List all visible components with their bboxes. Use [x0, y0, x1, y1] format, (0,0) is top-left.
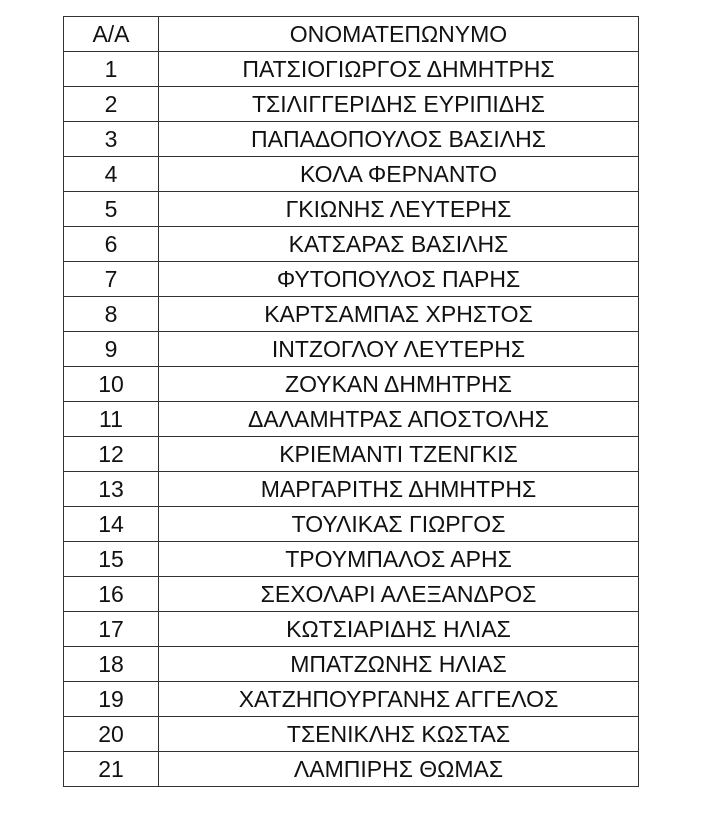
full-name-cell: ΔΑΛΑΜΗΤΡΑΣ ΑΠΟΣΤΟΛΗΣ	[159, 402, 639, 437]
table-row	[64, 717, 639, 752]
row-number-cell: 6	[64, 227, 159, 262]
table-row	[64, 332, 639, 367]
row-number-cell: 1	[64, 52, 159, 87]
row-number-cell: 13	[64, 472, 159, 507]
full-name-cell: ΧΑΤΖΗΠΟΥΡΓΑΝΗΣ ΑΓΓΕΛΟΣ	[159, 682, 639, 717]
full-name-cell: ΙΝΤΖΟΓΛΟΥ ΛΕΥΤΕΡΗΣ	[159, 332, 639, 367]
full-name-cell: ΚΑΡΤΣΑΜΠΑΣ ΧΡΗΣΤΟΣ	[159, 297, 639, 332]
full-name-cell: ΠΑΠΑΔΟΠΟΥΛΟΣ ΒΑΣΙΛΗΣ	[159, 122, 639, 157]
table-row	[64, 157, 639, 192]
table-row	[64, 402, 639, 437]
row-number-cell: 18	[64, 647, 159, 682]
row-number-cell: 19	[64, 682, 159, 717]
row-number-cell: 14	[64, 507, 159, 542]
table-row	[64, 367, 639, 402]
table-row	[64, 507, 639, 542]
table-row	[64, 192, 639, 227]
full-name-cell: ΤΣΕΝΙΚΛΗΣ ΚΩΣΤΑΣ	[159, 717, 639, 752]
table-row	[64, 122, 639, 157]
row-number-cell: 12	[64, 437, 159, 472]
row-number-cell: 9	[64, 332, 159, 367]
table-row	[64, 52, 639, 87]
table-row	[64, 472, 639, 507]
full-name-cell: ΜΠΑΤΖΩΝΗΣ ΗΛΙΑΣ	[159, 647, 639, 682]
row-number-cell: 2	[64, 87, 159, 122]
full-name-cell: ΜΑΡΓΑΡΙΤΗΣ ΔΗΜΗΤΡΗΣ	[159, 472, 639, 507]
table-row	[64, 612, 639, 647]
table-row	[64, 87, 639, 122]
column-header-name: ΟΝΟΜΑΤΕΠΩΝΥΜΟ	[159, 17, 639, 52]
table-row	[64, 437, 639, 472]
table-body	[64, 52, 639, 787]
row-number-cell: 21	[64, 752, 159, 787]
column-header-aa: Α/Α	[64, 17, 159, 52]
full-name-cell: ΛΑΜΠΙΡΗΣ ΘΩΜΑΣ	[159, 752, 639, 787]
full-name-cell: ΣΕΧΟΛΑΡΙ ΑΛΕΞΑΝΔΡΟΣ	[159, 577, 639, 612]
full-name-cell: ΖΟΥΚΑΝ ΔΗΜΗΤΡΗΣ	[159, 367, 639, 402]
row-number-cell: 3	[64, 122, 159, 157]
full-name-cell: ΤΟΥΛΙΚΑΣ ΓΙΩΡΓΟΣ	[159, 507, 639, 542]
row-number-cell: 15	[64, 542, 159, 577]
row-number-cell: 17	[64, 612, 159, 647]
row-number-cell: 11	[64, 402, 159, 437]
table-header-row	[64, 17, 639, 52]
table-row	[64, 682, 639, 717]
row-number-cell: 20	[64, 717, 159, 752]
table-row	[64, 297, 639, 332]
row-number-cell: 4	[64, 157, 159, 192]
roster-table	[63, 16, 639, 787]
table-row	[64, 752, 639, 787]
full-name-cell: ΠΑΤΣΙΟΓΙΩΡΓΟΣ ΔΗΜΗΤΡΗΣ	[159, 52, 639, 87]
table-row	[64, 542, 639, 577]
full-name-cell: ΦΥΤΟΠΟΥΛΟΣ ΠΑΡΗΣ	[159, 262, 639, 297]
full-name-cell: ΚΡΙΕΜΑΝΤΙ ΤΖΕΝΓΚΙΣ	[159, 437, 639, 472]
full-name-cell: ΚΟΛΑ ΦΕΡΝΑΝΤΟ	[159, 157, 639, 192]
row-number-cell: 16	[64, 577, 159, 612]
row-number-cell: 8	[64, 297, 159, 332]
row-number-cell: 5	[64, 192, 159, 227]
table-row	[64, 577, 639, 612]
full-name-cell: ΤΡΟΥΜΠΑΛΟΣ ΑΡΗΣ	[159, 542, 639, 577]
table-row	[64, 647, 639, 682]
full-name-cell: ΓΚΙΩΝΗΣ ΛΕΥΤΕΡΗΣ	[159, 192, 639, 227]
full-name-cell: ΤΣΙΛΙΓΓΕΡΙΔΗΣ ΕΥΡΙΠΙΔΗΣ	[159, 87, 639, 122]
row-number-cell: 7	[64, 262, 159, 297]
table-row	[64, 227, 639, 262]
table-row	[64, 262, 639, 297]
full-name-cell: ΚΩΤΣΙΑΡΙΔΗΣ ΗΛΙΑΣ	[159, 612, 639, 647]
row-number-cell: 10	[64, 367, 159, 402]
full-name-cell: ΚΑΤΣΑΡΑΣ ΒΑΣΙΛΗΣ	[159, 227, 639, 262]
